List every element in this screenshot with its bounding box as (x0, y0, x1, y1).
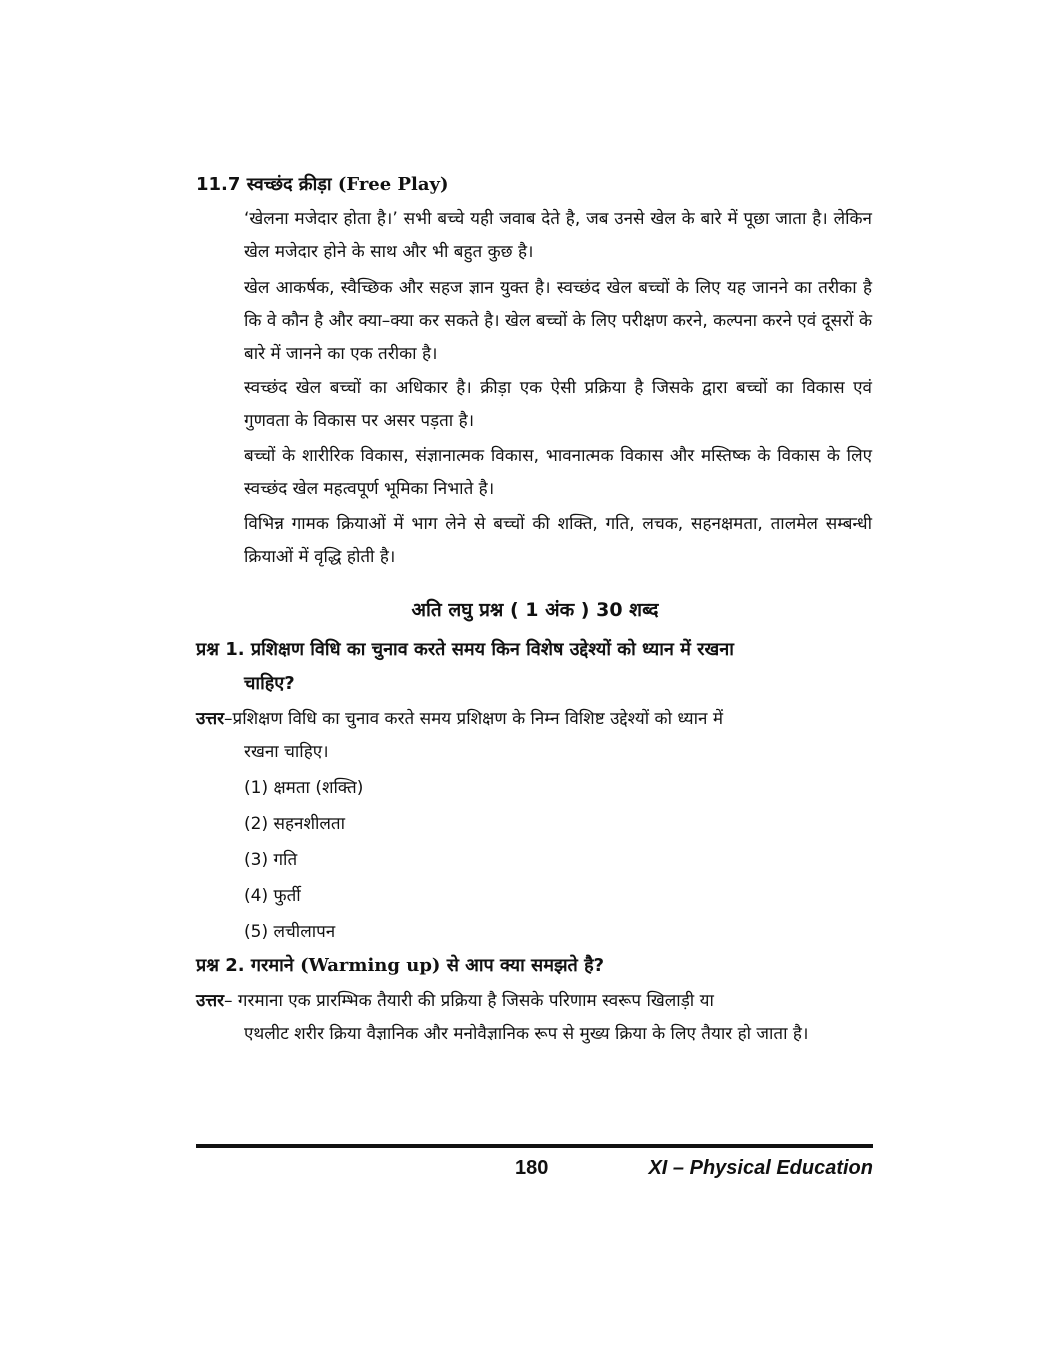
question-2-label: प्रश्न 2. (196, 955, 245, 976)
question-2-text-post: से आप क्या समझते है? (446, 955, 605, 976)
answer-2-text-cont: एथलीट शरीर क्रिया वैज्ञानिक और मनोवैज्ञानिक रूप से मुख्य क्रिया के लिए तैयार हो जाता है। (244, 1024, 809, 1044)
paragraph-3: स्वच्छंद खेल बच्चों का अधिकार है। क्रीड़ा एक ऐसी प्रक्रिया है जिसके द्वारा बच्चों का विकास एवं गुणवता के विकास पर असर पड़ता है। (244, 378, 872, 431)
question-2-text-english: (Warming up) (300, 955, 441, 976)
question-2 (196, 949, 874, 983)
answer-2-label: उत्तर (196, 991, 225, 1011)
document-page (196, 0, 874, 1355)
list-item: (5) लचीलापन (244, 922, 336, 942)
question-1-label: प्रश्न 1. (196, 639, 245, 660)
page-number: 180 (515, 1157, 549, 1179)
section-heading (196, 172, 449, 196)
question-2-text-pre: गरमाने (250, 955, 294, 976)
paragraph-5: विभिन्न गामक क्रियाओं में भाग लेने से बच्चों की शक्ति, गति, लचक, सहनक्षमता, तालमेल सम्बन्धी क्रियाओं में वृद्धि होती है। (244, 514, 872, 567)
paragraph-2: खेल आकर्षक, स्वैच्छिक और सहज ज्ञान युक्त है। स्वच्छंद खेल बच्चों के लिए यह जानने का तरीका है कि वे कौन है और क्या–क्या कर सकते है। खेल बच्चों के लिए परीक्षण करने, कल्पना करने एवं दूसरों के बारे में जानने का एक तरीका है। (244, 278, 872, 364)
question-1-text: प्रशिक्षण विधि का चुनाव करते समय किन विशेष उद्देश्यों को ध्यान में रखना (250, 639, 734, 660)
list-item: (1) क्षमता (शक्ति) (244, 778, 364, 798)
section-title-hindi: स्वच्छंद क्रीड़ा (246, 174, 332, 195)
answer-2-text: – गरमाना एक प्रारम्भिक तैयारी की प्रक्रिया है जिसके परिणाम स्वरूप खिलाड़ी या (224, 991, 714, 1011)
section-number: 11.7 (196, 174, 241, 195)
paragraph-1: ‘खेलना मजेदार होता है।’ सभी बच्चे यही जवाब देते है, जब उनसे खेल के बारे में पूछा जाता है। लेकिन खेल मजेदार होने के साथ और भी बहुत कुछ है। (244, 209, 872, 262)
list-item: (3) गति (244, 850, 298, 870)
paragraph-4: बच्चों के शारीरिक विकास, संज्ञानात्मक विकास, भावनात्मक विकास और मस्तिष्क के विकास के लिए स्वच्छंद खेल महत्वपूर्ण भूमिका निभाते है। (244, 446, 872, 499)
question-1 (196, 633, 874, 701)
list-item: (4) फुर्ती (244, 886, 301, 906)
section-title-english: (Free Play) (337, 174, 449, 195)
book-title: XI – Physical Education (648, 1157, 873, 1179)
question-1-text-cont: चाहिए? (244, 673, 295, 694)
answer-2 (196, 985, 874, 1051)
answer-1-text: –प्रशिक्षण विधि का चुनाव करते समय प्रशिक्षण के निम्न विशिष्ट उद्देश्यों को ध्यान में (224, 709, 724, 729)
short-questions-heading: अति लघु प्रश्न ( 1 अंक ) 30 शब्द (411, 599, 659, 621)
answer-1-label: उत्तर (196, 709, 225, 729)
footer-divider (196, 1144, 873, 1148)
answer-1 (196, 703, 874, 769)
answer-1-text-cont: रखना चाहिए। (244, 742, 329, 762)
list-item: (2) सहनशीलता (244, 814, 346, 834)
answer-1-list (244, 770, 363, 950)
